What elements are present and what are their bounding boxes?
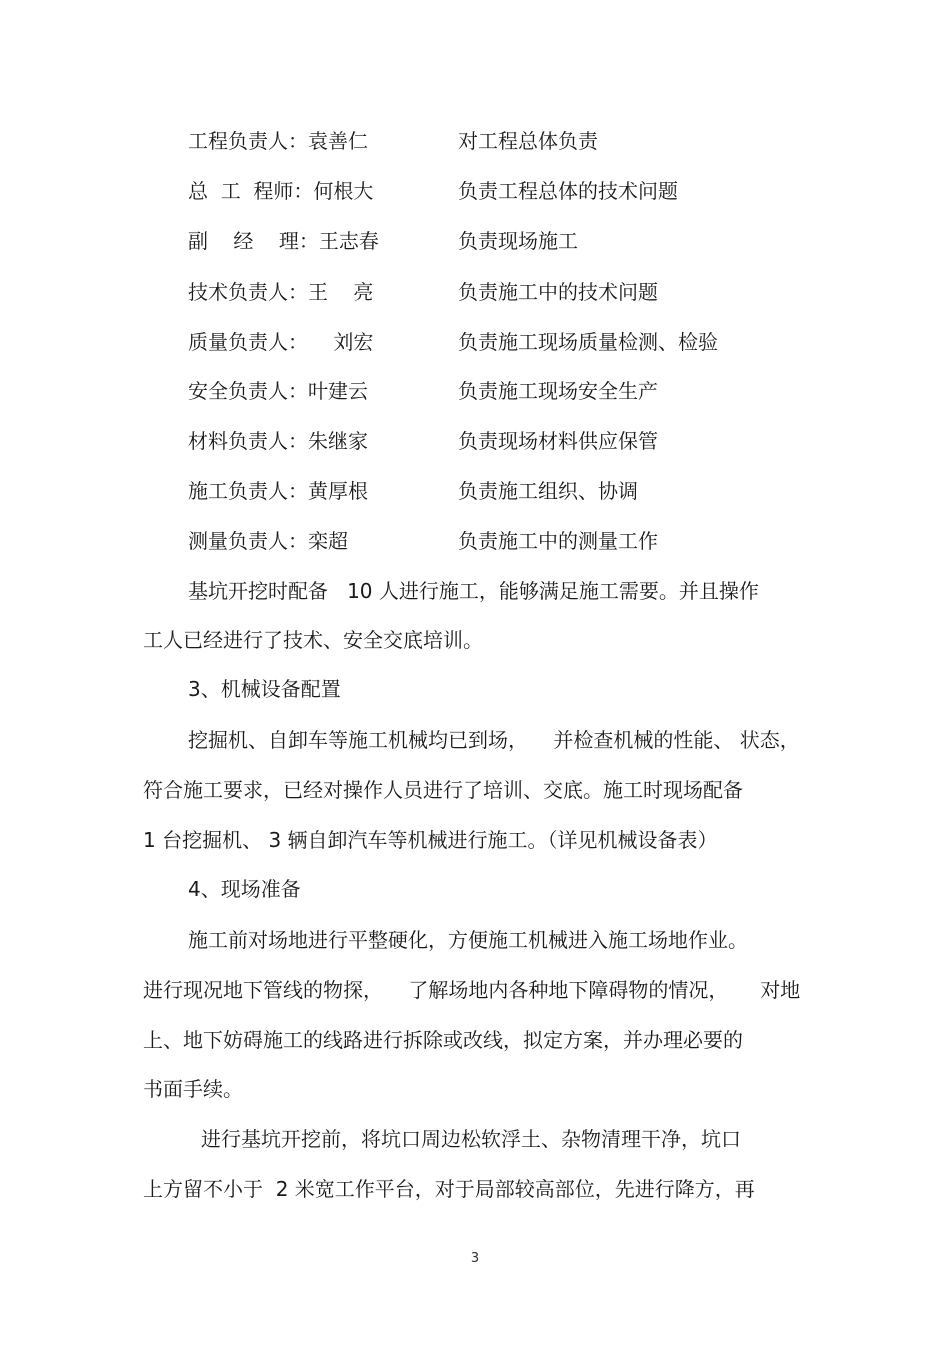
- paragraph-line: 1 台挖掘机、 3 辆自卸汽车等机械进行施工。（详见机械设备表）: [143, 828, 718, 852]
- paragraph-line: 工人已经进行了技术、安全交底培训。: [143, 628, 483, 652]
- staff-role: 质量负责人： 刘宏: [188, 330, 374, 354]
- staff-role: 测量负责人：栾超: [188, 529, 348, 553]
- paragraph-line: 进行现况地下管线的物探， 了解场地内各种地下障碍物的情况， 对地: [143, 978, 801, 1002]
- paragraph-line: 施工前对场地进行平整硬化，方便施工机械进入施工场地作业。: [188, 928, 748, 952]
- staff-duty: 负责施工现场安全生产: [458, 379, 658, 403]
- staff-role: 安全负责人：叶建云: [188, 379, 368, 403]
- staff-role: 工程负责人：袁善仁: [188, 129, 368, 153]
- paragraph-line: 进行基坑开挖前，将坑口周边松软浮土、杂物清理干净，坑口: [201, 1127, 741, 1151]
- section-heading-site-preparation: 4、现场准备: [188, 877, 301, 901]
- paragraph-line: 上、地下妨碍施工的线路进行拆除或改线，拟定方案，并办理必要的: [143, 1028, 743, 1052]
- staff-duty: 负责施工组织、协调: [458, 479, 638, 503]
- staff-duty: 负责工程总体的技术问题: [458, 179, 678, 203]
- staff-duty: 负责施工现场质量检测、检验: [458, 330, 718, 354]
- paragraph-line: 符合施工要求，已经对操作人员进行了培训、交底。施工时现场配备: [143, 778, 743, 802]
- staff-role: 技术负责人：王 亮: [188, 280, 374, 304]
- staff-duty: 负责施工中的测量工作: [458, 529, 658, 553]
- staff-duty: 对工程总体负责: [458, 129, 598, 153]
- staff-duty: 负责施工中的技术问题: [458, 280, 658, 304]
- paragraph-line: 基坑开挖时配备 10 人进行施工，能够满足施工需要。并且操作: [188, 579, 759, 603]
- staff-role: 副 经 理：王志春: [188, 229, 379, 253]
- paragraph-line: 上方留不小于 2 米宽工作平台，对于局部较高部位，先进行降方，再: [143, 1177, 755, 1201]
- staff-role: 施工负责人：黄厚根: [188, 479, 368, 503]
- staff-role: 总 工 程师：何根大: [188, 179, 374, 203]
- paragraph-line: 挖掘机、自卸车等施工机械均已到场， 并检查机械的性能、 状态，: [188, 728, 800, 752]
- staff-role: 材料负责人：朱继家: [188, 429, 368, 453]
- section-heading-machinery: 3、机械设备配置: [188, 677, 341, 701]
- staff-duty: 负责现场施工: [458, 229, 578, 253]
- page-number: 3: [470, 1251, 480, 1266]
- paragraph-line: 书面手续。: [143, 1077, 243, 1101]
- staff-duty: 负责现场材料供应保管: [458, 429, 658, 453]
